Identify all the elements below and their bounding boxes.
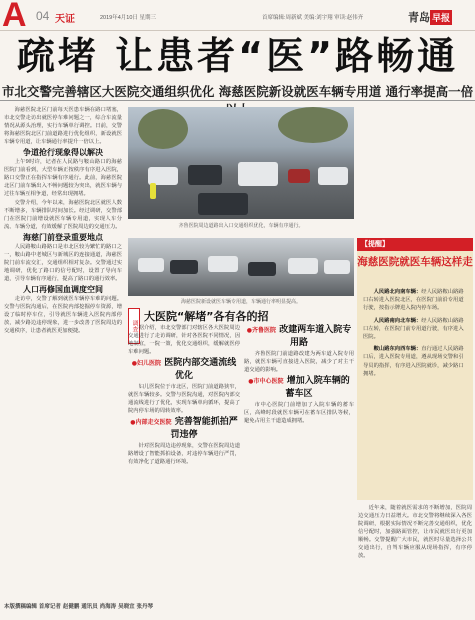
main-headline: 疏堵 让患者“医”路畅通 xyxy=(16,34,459,78)
sidebar-item xyxy=(363,288,467,313)
section-heading: 人口再修国血调度空间 xyxy=(23,285,103,294)
car xyxy=(238,162,278,186)
body-paragraph: 近年来，随着就医需求的不断增加，医院周边交通压力日益增大。市北交警将继续深入各医院调研，根据实际情况不断完善交通组织，优化信号配时，加强路面管控，让市民就医出行更加顺畅。交警提醒广大市民，就医时尽量选择公共交通出行，自驾车辆应服从现场指挥，有序停放。 xyxy=(358,505,472,559)
feature-column-1 xyxy=(128,324,240,600)
newspaper-brand xyxy=(408,6,472,24)
subheading-text: 改建两车道入院专用路 xyxy=(279,325,352,348)
car xyxy=(248,262,276,276)
feature-subheading xyxy=(128,357,240,383)
car xyxy=(318,167,348,185)
feature-column-3 xyxy=(358,504,472,600)
car xyxy=(138,258,164,272)
body-paragraph: 市中心医院门前增加了入院车辆的蓄车区，高峰时段就医车辆可在蓄车区排队等候，避免占用主干道造成拥堵。 xyxy=(244,402,354,424)
car xyxy=(288,169,310,183)
car xyxy=(288,258,318,274)
feature-title: 大医院“解堵”各有各的招 xyxy=(144,310,269,323)
car xyxy=(208,256,238,272)
photo-caption: 齐鲁医院周边道路出入口交通组织优化，车辆有序通行。 xyxy=(178,223,304,229)
body-paragraph: 走访中，交警了解到就医车辆停车难的问题。交警与医院沟通后，在医院内部挖掘停车资源，增设了临时停车位，引导就医车辆进入医院内部停放，减少路边违停现象，进一步改善了医院周边的交通秩序，让患者就医更加便捷。 xyxy=(4,296,122,334)
sidebar-title: 海慈医院就医车辆这样走 xyxy=(357,256,473,268)
photo-caption: 海慈医院新设就医车辆专用道，车辆通行率明显提高。 xyxy=(180,299,301,305)
dateline: 2019年4月10日 星期三 xyxy=(100,15,156,21)
sidebar-item-text: 直行通过人民路路口后，进入医院专用道，遵从现场交警和引导员的指挥，有序进入医院就诊，减少路口拥堵。 xyxy=(363,346,464,377)
feature-side-label: 调查 xyxy=(128,308,140,344)
sidebar-item-label: 人民路南向北车辆： xyxy=(373,317,422,324)
section-heading: 海慈门前登录重要地点 xyxy=(23,233,103,242)
page-number: 04 xyxy=(36,9,50,23)
feature-subheading xyxy=(244,324,354,350)
sidebar-item-label: 人民路北向南车辆： xyxy=(373,289,422,295)
section-logo: A xyxy=(2,0,27,34)
hospital-name: ●市中心医院 xyxy=(248,378,284,385)
feature-column-2 xyxy=(244,324,354,600)
sidebar-item xyxy=(363,345,467,378)
masthead xyxy=(0,0,475,34)
lead-paragraph: 海慈医院北区门前每天医患车辆在路口堵塞，市北交警走访出就医停车难问题之一，综合车流量情况从源头治理，实行车辆单行调控。日前，交警将海慈医院北区门前道路进行优化组织，新设就医车辆专用道，让车辆通行率提升一倍以上。 xyxy=(4,107,122,145)
traffic-officer xyxy=(150,183,156,199)
tree xyxy=(138,109,188,149)
sidebar-tag: 【提醒】 xyxy=(357,238,473,251)
traffic-photo-top xyxy=(128,107,354,219)
traffic-photo-bottom xyxy=(128,238,354,296)
feature-subheading xyxy=(128,416,240,442)
body-paragraph: 交警介绍，今年以来，海慈医院北区就医人数不断增多，车辆排队时间加长。经过调研，交警部门在医院门前增设就医车辆专用道，实现人车分流、车辆分道，有效缓解了医院周边的交通压力。 xyxy=(4,200,122,230)
subheading-text: 增加入院车辆的蓄车区 xyxy=(285,376,350,399)
body-paragraph: 针对医院周边违停现象，交警在医院周边道路增设了智能抓拍设备，对违停车辆进行严罚，有效净化了道路通行环境。 xyxy=(128,443,240,465)
tree xyxy=(278,107,348,143)
car xyxy=(198,193,248,215)
feature-intro: 据介绍，市北交警部门对辖区各大医院周边交通进行了走访调研，针对各医院不同情况，因地制宜，一院一策，优化交通组织，缓解就医停车难问题。 xyxy=(128,325,240,355)
sidebar-body xyxy=(363,288,467,382)
tip-sidebar xyxy=(357,238,473,500)
subheading-text: 完善智能抓拍严罚违停 xyxy=(170,417,238,440)
brand-text: 青岛 xyxy=(408,12,430,24)
body-paragraph: 齐鲁医院门前道路改建为两车道入院专用路，就医车辆可直接进入医院，减少了对主干道交通的影响。 xyxy=(244,351,354,373)
hospital-name: ●内部走交医院 xyxy=(130,419,172,426)
left-column xyxy=(4,106,122,598)
sidebar-item xyxy=(363,317,467,342)
body-paragraph: 妇儿医院位于市北区，医院门前道路狭窄，就医车辆较多。交警与医院沟通，对医院内部交通流线进行了优化，实现车辆单向循环，提高了院内停车场的周转效率。 xyxy=(128,384,240,414)
car xyxy=(170,260,198,274)
car xyxy=(188,165,222,185)
sidebar-item-text: 经人民路鞍山路路口左转，在医院门前专用道行驶，有序进入医院。 xyxy=(363,317,464,341)
sidebar-item-text: 经人民路鞍山路路口右转进入医院北区，在医院门前沿专用道行驶，按指示牌进入院内停车场。 xyxy=(363,289,464,312)
hospital-name: ●妇儿医院 xyxy=(131,360,162,367)
hospital-name: ●齐鲁医院 xyxy=(246,327,277,334)
body-paragraph: 上午9时许，记者在人民路与鞍山路口的海慈医院门前看到，大型车辆正按秩序有序进入医院，路口交警正在指挥车辆有序通行。此前，海慈医院北区门前车辆出入不畅问题较为突出，就医车辆与过往车辆互相争道，经常出现拥堵。 xyxy=(4,159,122,197)
car xyxy=(324,260,350,274)
feature-subheading xyxy=(244,375,354,401)
divider xyxy=(0,100,475,101)
section-heading: 争道抢行现象得以解决 xyxy=(23,148,103,157)
section-name: 天证 xyxy=(55,14,75,25)
subheading-text: 医院内部交通流线优化 xyxy=(164,358,237,381)
brand-badge: 早报 xyxy=(430,10,452,25)
body-paragraph: 人民路鞍山路路口是市北区较为繁忙的路口之一，鞍山路中老城区与新城区的连接通道，海慈医院门前车流交汇，交通组织相对复杂。交警通过实地调研，优化了路口的信号配时，设置了导向车道，引导车辆有序通行，提高了路口的通行效率。 xyxy=(4,244,122,282)
sub-headline: 市北交警完善辖区大医院交通组织优化 海慈医院新设就医车辆专用道 通行率提高一倍 xyxy=(1,84,474,99)
sidebar-item-label: 鞍山路东向西车辆： xyxy=(373,346,422,353)
byline-footer: 本版撰稿编辑 首席记者 赵健鹏 通讯员 尚海涛 吴晓宜 张丹琴 xyxy=(4,604,153,610)
editor-credits: 首席编辑:周新斌 美编:刘宇翔 审读:赵伟齐 xyxy=(262,15,364,21)
